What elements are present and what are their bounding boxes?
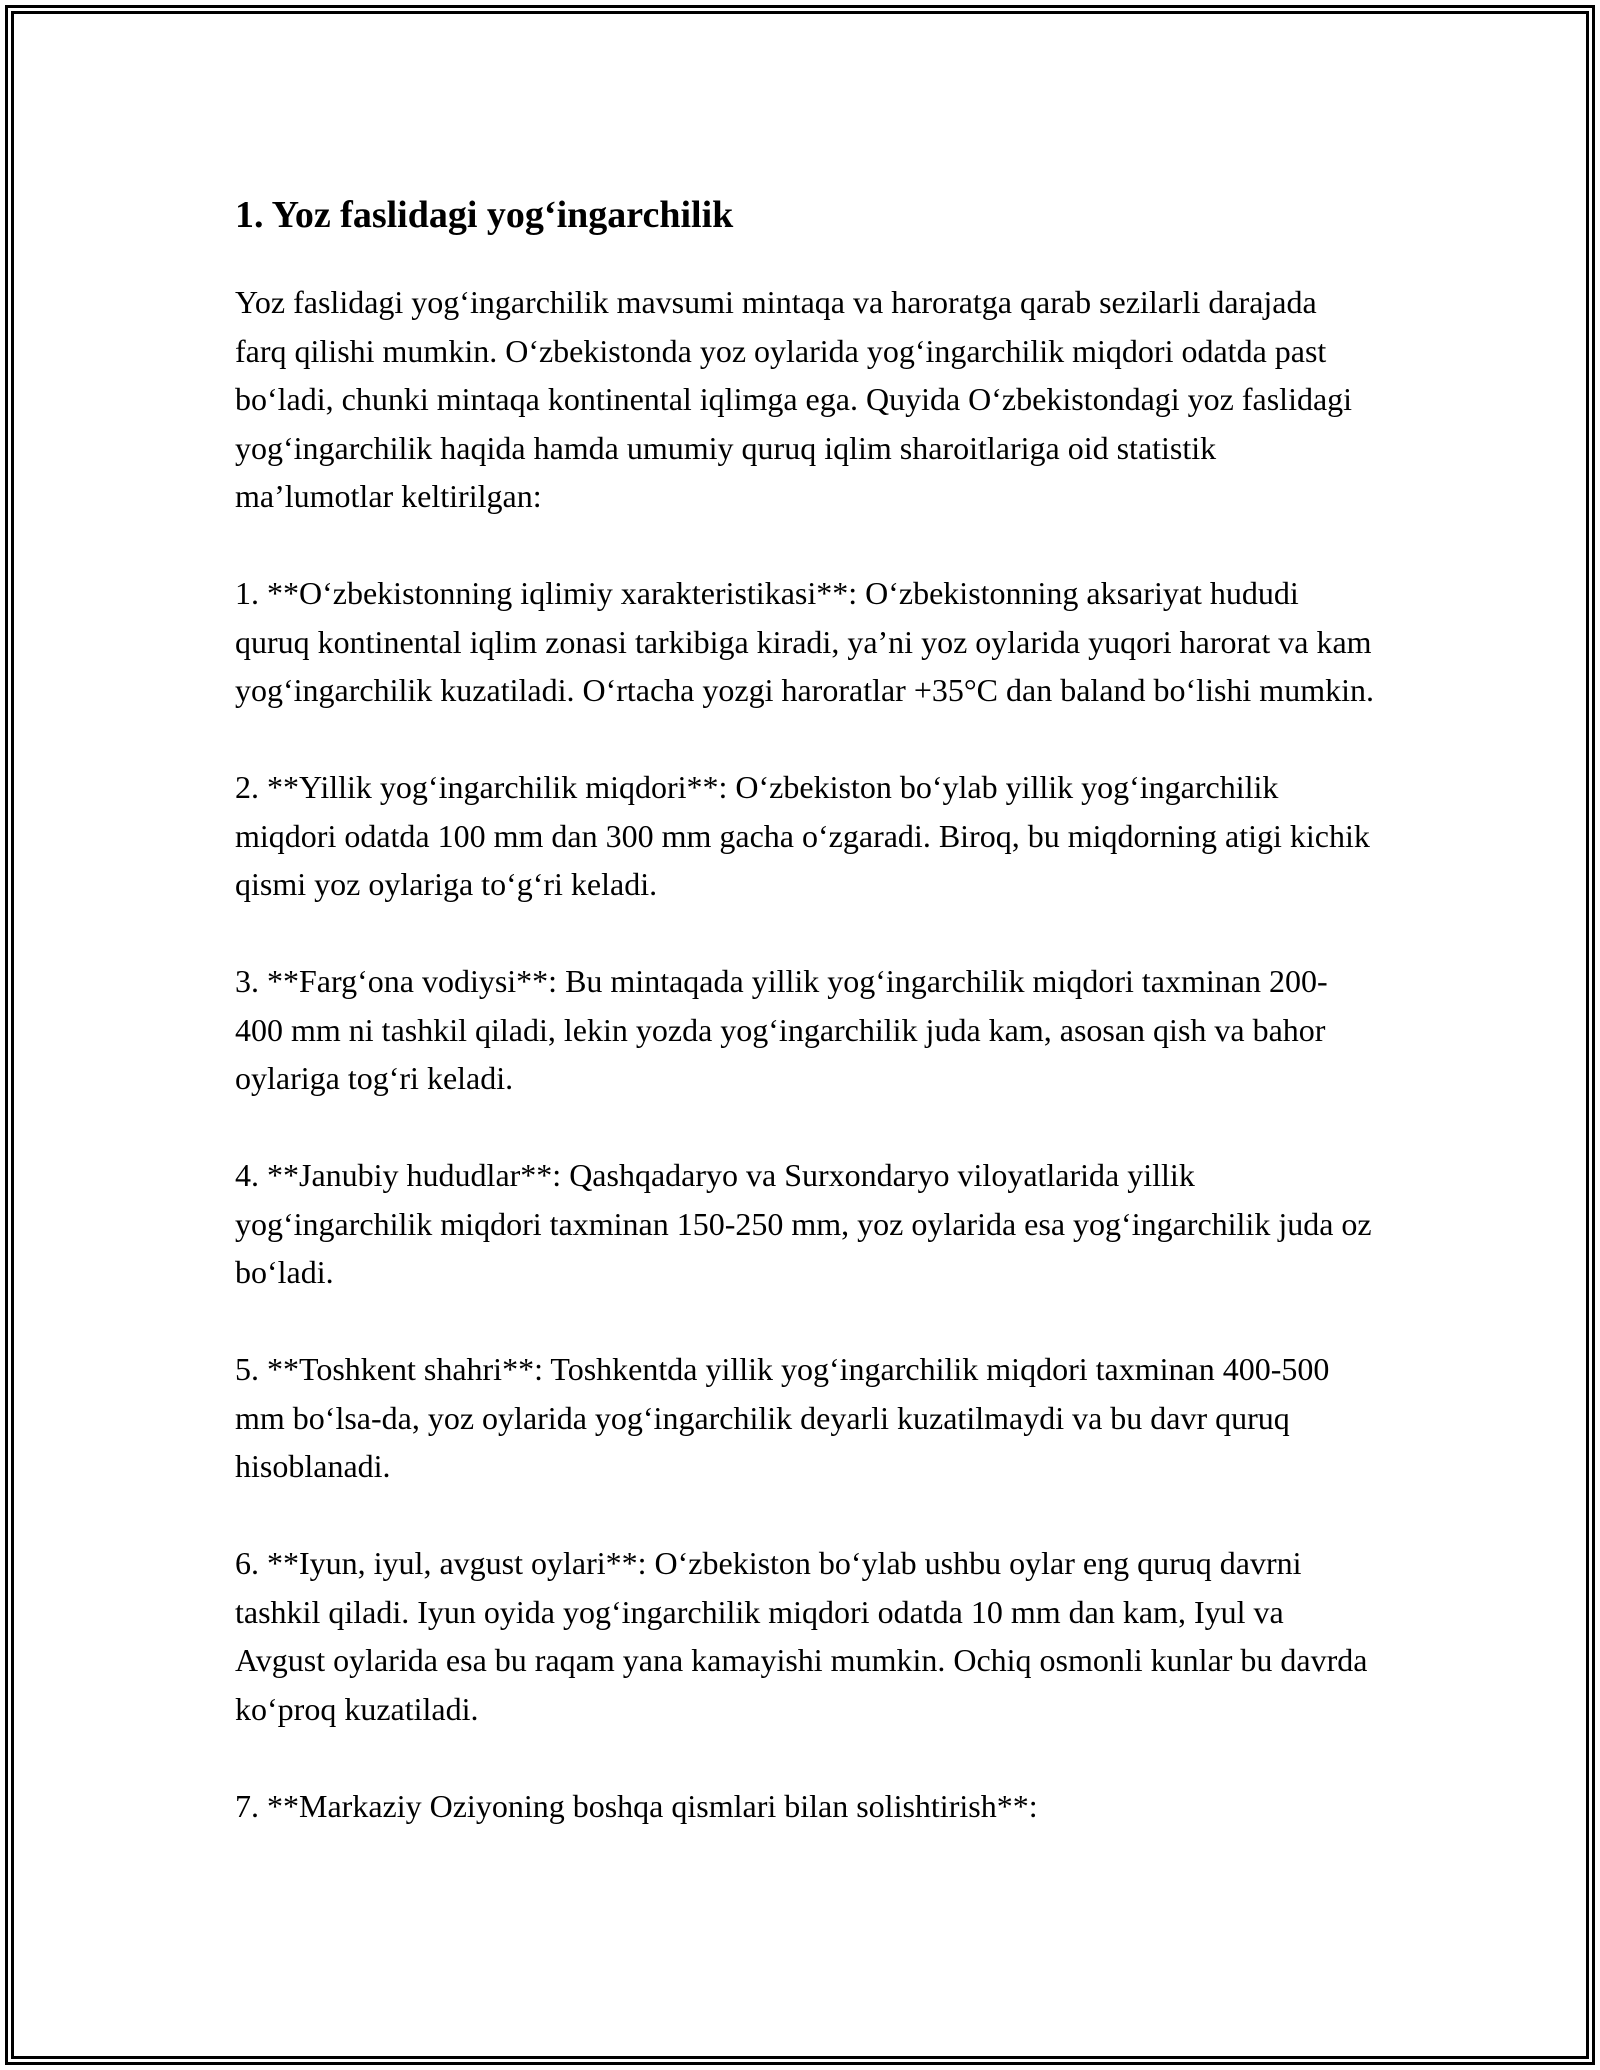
document-title: 1. Yoz faslidagi yog‘ingarchilik [235, 194, 734, 236]
list-item-southern-regions: 4. **Janubiy hududlar**: Qashqadaryo va Surxondaryo viloyatlarida yillik yog‘ingarchilik miqdori taxminan 150-250 mm, yoz oylarida esa yog‘ingarchilik juda oz bo‘ladi. [235, 1157, 1372, 1290]
list-item-fergana-valley: 3. **Farg‘ona vodiysi**: Bu mintaqada yillik yog‘ingarchilik miqdori taxminan 200-400 mm ni tashkil qiladi, lekin yozda yog‘ingarchilik juda kam, asosan qish va bahor oylariga tog‘ri keladi. [235, 963, 1328, 1096]
list-item-annual-precipitation: 2. **Yillik yog‘ingarchilik miqdori**: O‘zbekiston bo‘ylab yillik yog‘ingarchilik miqdori odatda 100 mm dan 300 mm gacha o‘zgaradi. Biroq, bu miqdorning atigi kichik qismi yoz oylariga to‘g‘ri keladi. [235, 769, 1370, 902]
document-body [235, 182, 1375, 1879]
list-item-tashkent-city: 5. **Toshkent shahri**: Toshkentda yillik yog‘ingarchilik miqdori taxminan 400-500 mm bo‘lsa-da, yoz oylarida yog‘ingarchilik deyarli kuzatilmaydi va bu davr quruq hisoblanadi. [235, 1351, 1330, 1484]
list-item-summer-months: 6. **Iyun, iyul, avgust oylari**: O‘zbekiston bo‘ylab ushbu oylar eng quruq davrni tashkil qiladi. Iyun oyida yog‘ingarchilik miqdori odatda 10 mm dan kam, Iyul va Avgust oylarida esa bu raqam yana kamayishi mumkin. Ochiq osmonli kunlar bu davrda ko‘proq kuzatiladi. [235, 1545, 1368, 1727]
intro-paragraph: Yoz faslidagi yog‘ingarchilik mavsumi mintaqa va haroratga qarab sezilarli darajada farq qilishi mumkin. O‘zbekistonda yoz oylarida yog‘ingarchilik miqdori odatda past bo‘ladi, chunki mintaqa kontinental iqlimga ega. Quyida O‘zbekistondagi yoz faslidagi yog‘ingarchilik haqida hamda umumiy quruq iqlim sharoitlariga oid statistik ma’lumotlar keltirilgan: [235, 284, 1353, 514]
list-item-climate: 1. **O‘zbekistonning iqlimiy xarakteristikasi**: O‘zbekistonning aksariyat hududi quruq kontinental iqlim zonasi tarkibiga kiradi, ya’ni yoz oylarida yuqori harorat va kam yog‘ingarchilik kuzatiladi. O‘rtacha yozgi haroratlar +35°C dan baland bo‘lishi mumkin. [235, 575, 1374, 708]
list-item-central-asia-comparison: 7. **Markaziy Oziyoning boshqa qismlari bilan solishtirish**: [235, 1787, 1038, 1824]
